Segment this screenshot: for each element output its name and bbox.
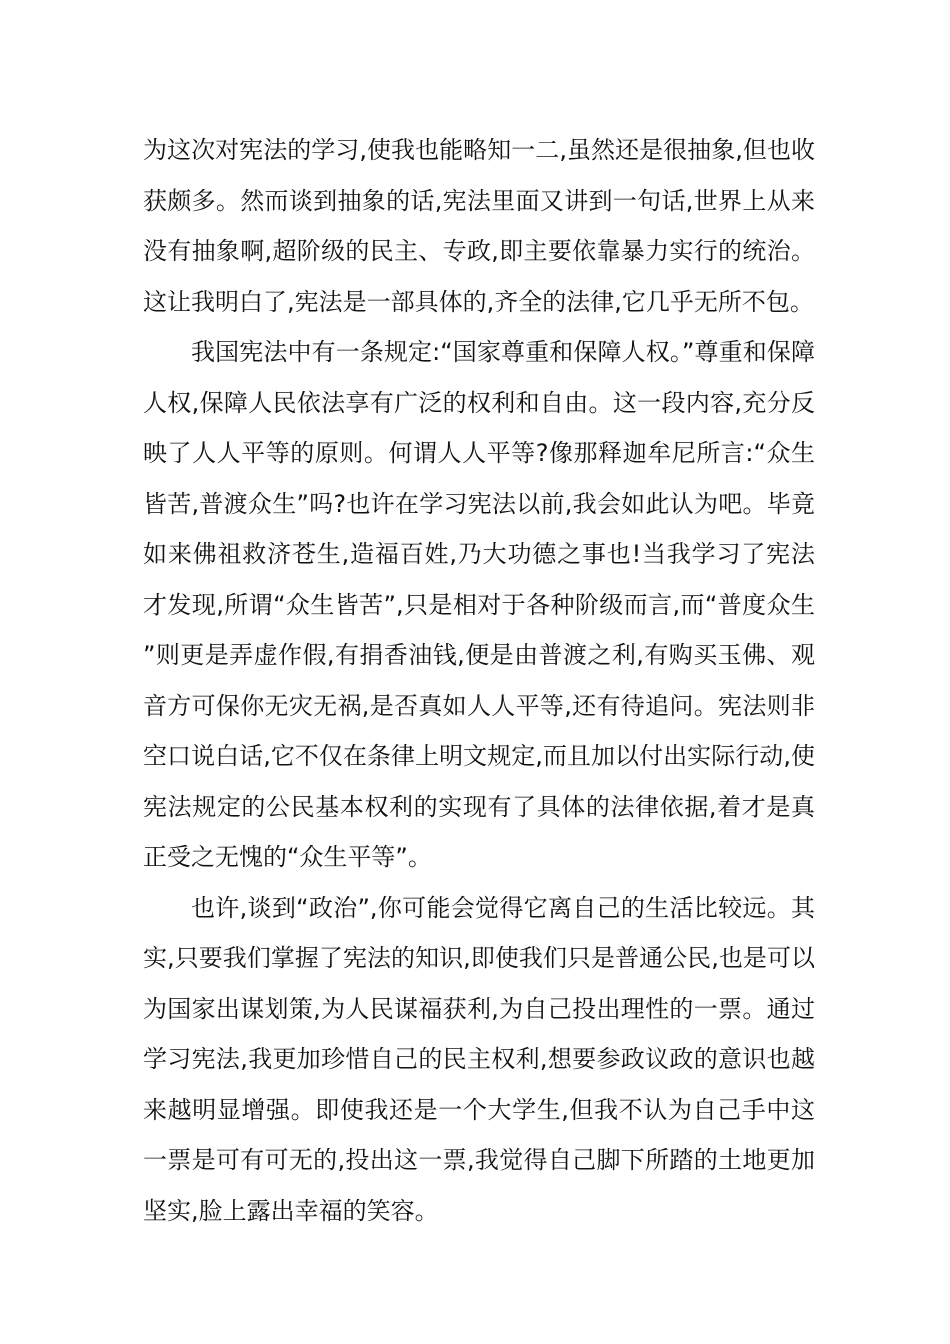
paragraph-1: 为这次对宪法的学习,使我也能略知一二,虽然还是很抽象,但也收获颇多。然而谈到抽象的话,宪法里面又讲到一句话,世界上从来没有抽象啊,超阶级的民主、专政,即主要依靠暴力实行的统治。这让我明白了,宪法是一部具体的,齐全的法律,它几乎无所不包。 xyxy=(143,136,815,316)
document-body xyxy=(143,125,815,1236)
paragraph-2: 我国宪法中有一条规定:“国家尊重和保障人权。”尊重和保障人权,保障人民依法享有广泛的权利和自由。这一段内容,充分反映了人人平等的原则。何谓人人平等?像那释迦牟尼所言:“众生皆苦,普渡众生”吗?也许在学习宪法以前,我会如此认为吧。毕竟如来佛祖救济苍生,造福百姓,乃大功德之事也!当我学习了宪法才发现,所谓“众生皆苦”,只是相对于各种阶级而言,而“普度众生”则更是弄虚作假,有捐香油钱,便是由普渡之利,有购买玉佛、观音方可保你无灾无祸,是否真如人人平等,还有待追问。宪法则非空口说白话,它不仅在条律上明文规定,而且加以付出实际行动,使宪法规定的公民基本权利的实现有了具体的法律依据,着才是真正受之无愧的“众生平等”。 xyxy=(143,338,815,871)
paragraph-3: 也许,谈到“政治”,你可能会觉得它离自己的生活比较远。其实,只要我们掌握了宪法的知识,即使我们只是普通公民,也是可以为国家出谋划策,为人民谋福获利,为自己投出理性的一票。通过学习宪法,我更加珍惜自己的民主权利,想要参政议政的意识也越来越明显增强。即使我还是一个大学生,但我不认为自己手中这一票是可有可无的,投出这一票,我觉得自己脚下所踏的土地更加坚实,脸上露出幸福的笑容。 xyxy=(143,893,815,1225)
